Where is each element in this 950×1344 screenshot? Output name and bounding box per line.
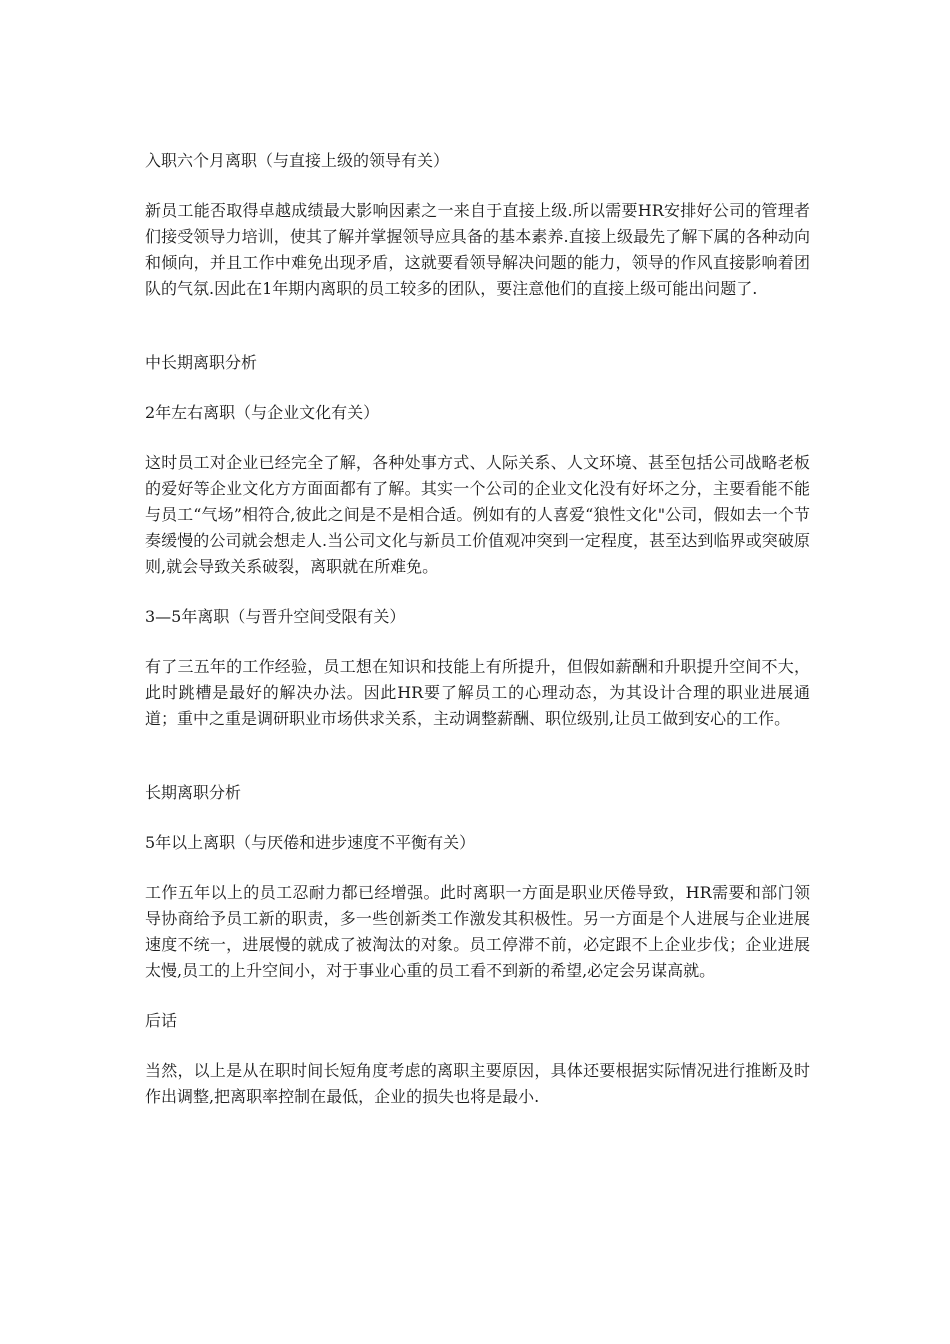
- paragraph-conclusion: 当然，以上是从在职时间长短角度考虑的离职主要原因，具体还要根据实际情况进行推断及时作出调整,把离职率控制在最低，企业的损失也将是最小.: [145, 1061, 810, 1106]
- paragraph-corporate-culture: 这时员工对企业已经完全了解，各种处事方式、人际关系、人文环境、甚至包括公司战略老板的爱好等企业文化方方面面都有了解。其实一个公司的企业文化没有好坏之分，主要看能不能与员工“气场”相符合,彼此之间是不是相合适。例如有的人喜爱“狼性文化"公司，假如去一个节奏缓慢的公司就会想走人.当公司文化与新员工价值观冲突到一定程度，甚至达到临界或突破原则,就会导致关系破裂，离职就在所难免。: [145, 453, 810, 576]
- paragraph-promotion-space: 有了三五年的工作经验，员工想在知识和技能上有所提升，但假如薪酬和升职提升空间不大，此时跳槽是最好的解决办法。因此HR要了解员工的心理动态，为其设计合理的职业进展通道；重中之重是调研职业市场供求关系，主动调整薪酬、职位级别,让员工做到安心的工作。: [145, 657, 810, 728]
- section-heading-mid-long-term: 中长期离职分析: [145, 353, 258, 372]
- subheading-two-years: 2年左右离职（与企业文化有关）: [145, 403, 380, 422]
- section-heading-six-months: 入职六个月离职（与直接上级的领导有关）: [145, 151, 450, 170]
- section-heading-afterword: 后话: [145, 1011, 178, 1030]
- document-page: [145, 148, 810, 1110]
- subheading-five-plus-years: 5年以上离职（与厌倦和进步速度不平衡有关）: [145, 833, 476, 852]
- paragraph-direct-supervisor: 新员工能否取得卓越成绩最大影响因素之一来自于直接上级.所以需要HR安排好公司的管理者们接受领导力培训，使其了解并掌握领导应具备的基本素养.直接上级最先了解下属的各种动向和倾向，并且工作中难免出现矛盾，这就要看领导解决问题的能力，领导的作风直接影响着团队的气氛.因此在1年期内离职的员工较多的团队，要注意他们的直接上级可能出问题了.: [145, 201, 810, 298]
- section-heading-long-term: 长期离职分析: [145, 783, 242, 802]
- subheading-three-to-five-years: 3—5年离职（与晋升空间受限有关）: [145, 607, 406, 626]
- paragraph-burnout: 工作五年以上的员工忍耐力都已经增强。此时离职一方面是职业厌倦导致，HR需要和部门领导协商给予员工新的职责，多一些创新类工作激发其积极性。另一方面是个人进展与企业进展速度不统一，进展慢的就成了被淘汰的对象。员工停滞不前，必定跟不上企业步伐；企业进展太慢,员工的上升空间小，对于事业心重的员工看不到新的希望,必定会另谋高就。: [145, 883, 810, 980]
